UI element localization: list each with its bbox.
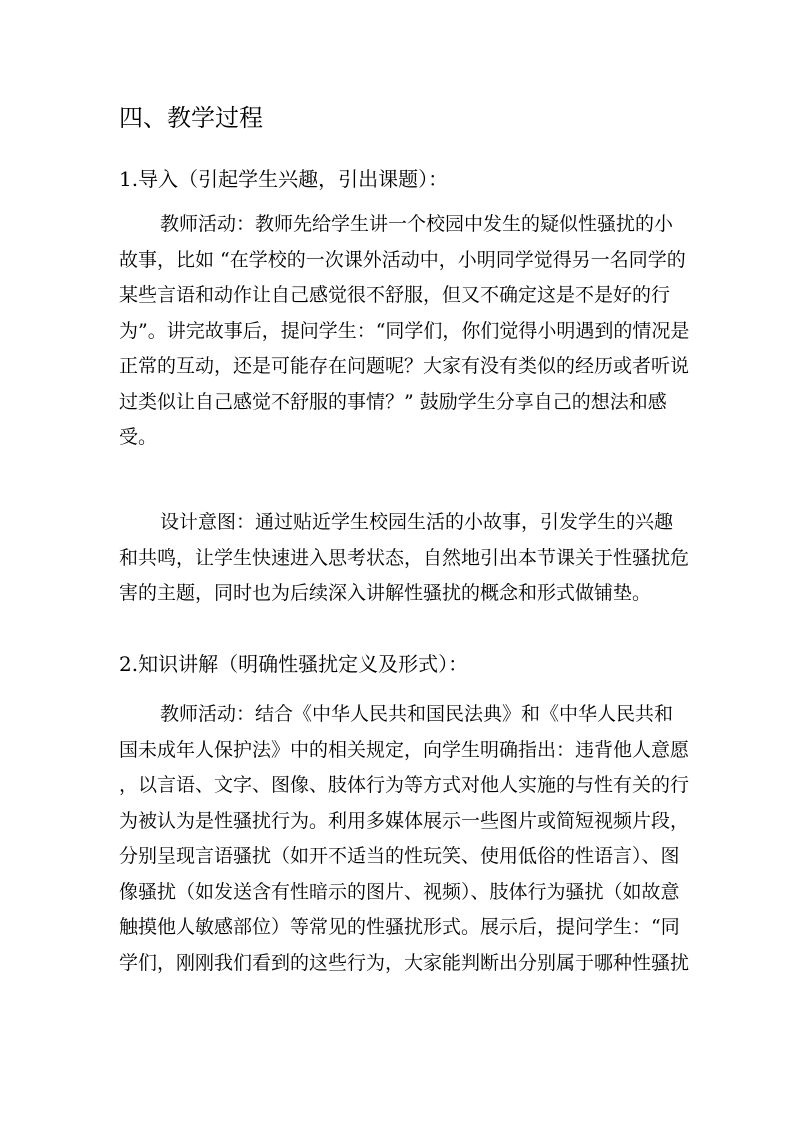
text-line: 为被认为是性骚扰行为。利用多媒体展示一些图片或简短视频片段， <box>119 809 690 832</box>
step1-heading: 1.导入（引起学生兴趣，引出课题）： <box>119 167 449 191</box>
text-line: 分别呈现言语骚扰（如开不适当的性玩笑、使用低俗的性语言）、图 <box>119 845 680 867</box>
step2-heading: 2.知识讲解（明确性骚扰定义及形式）： <box>119 652 469 676</box>
text-line: 过类似让自己感觉不舒服的事情？” 鼓励学生分享自己的想法和感 <box>119 390 667 413</box>
text-line: 教师活动：结合《中华人民共和国民法典》和《中华人民共和 <box>160 703 674 725</box>
text-line: 害的主题，同时也为后续深入讲解性骚扰的概念和形式做铺垫。 <box>119 582 652 604</box>
text-line: 学们，刚刚我们看到的这些行为，大家能判断出分别属于哪种性骚扰 <box>119 951 690 974</box>
text-line: 触摸他人敏感部位）等常见的性骚扰形式。展示后，提问学生：“同 <box>119 916 680 938</box>
text-line: 教师活动：教师先给学生讲一个校园中发生的疑似性骚扰的小 <box>160 213 674 235</box>
section-title: 四、教学过程 <box>119 104 263 132</box>
text-line: 像骚扰（如发送含有性暗示的图片、视频）、肢体行为骚扰（如故意 <box>119 880 680 903</box>
step1-design-intent-paragraph <box>119 505 690 612</box>
text-line: 为”。讲完故事后，提问学生：“同学们，你们觉得小明遇到的情况是 <box>119 319 690 342</box>
step2-teacher-activity-paragraph <box>119 697 690 981</box>
text-line: 国未成年人保护法》中的相关规定，向学生明确指出：违背他人意愿 <box>119 738 690 761</box>
text-line: 某些言语和动作让自己感觉很不舒服，但又不确定这是不是好的行 <box>119 284 671 306</box>
text-line: 和共鸣，让学生快速进入思考状态，自然地引出本节课关于性骚扰危 <box>119 546 690 569</box>
text-line: 设计意图：通过贴近学生校园生活的小故事，引发学生的兴趣 <box>160 511 674 533</box>
text-line: 正常的互动，还是可能存在问题呢？大家有没有类似的经历或者听说 <box>119 355 690 377</box>
text-line: 故事，比如 “在学校的一次课外活动中，小明同学觉得另一名同学的 <box>119 248 686 271</box>
step1-teacher-activity-paragraph <box>119 207 690 456</box>
text-line: ，以言语、文字、图像、肢体行为等方式对他人实施的与性有关的行 <box>119 774 690 796</box>
text-line: 受。 <box>119 426 158 448</box>
